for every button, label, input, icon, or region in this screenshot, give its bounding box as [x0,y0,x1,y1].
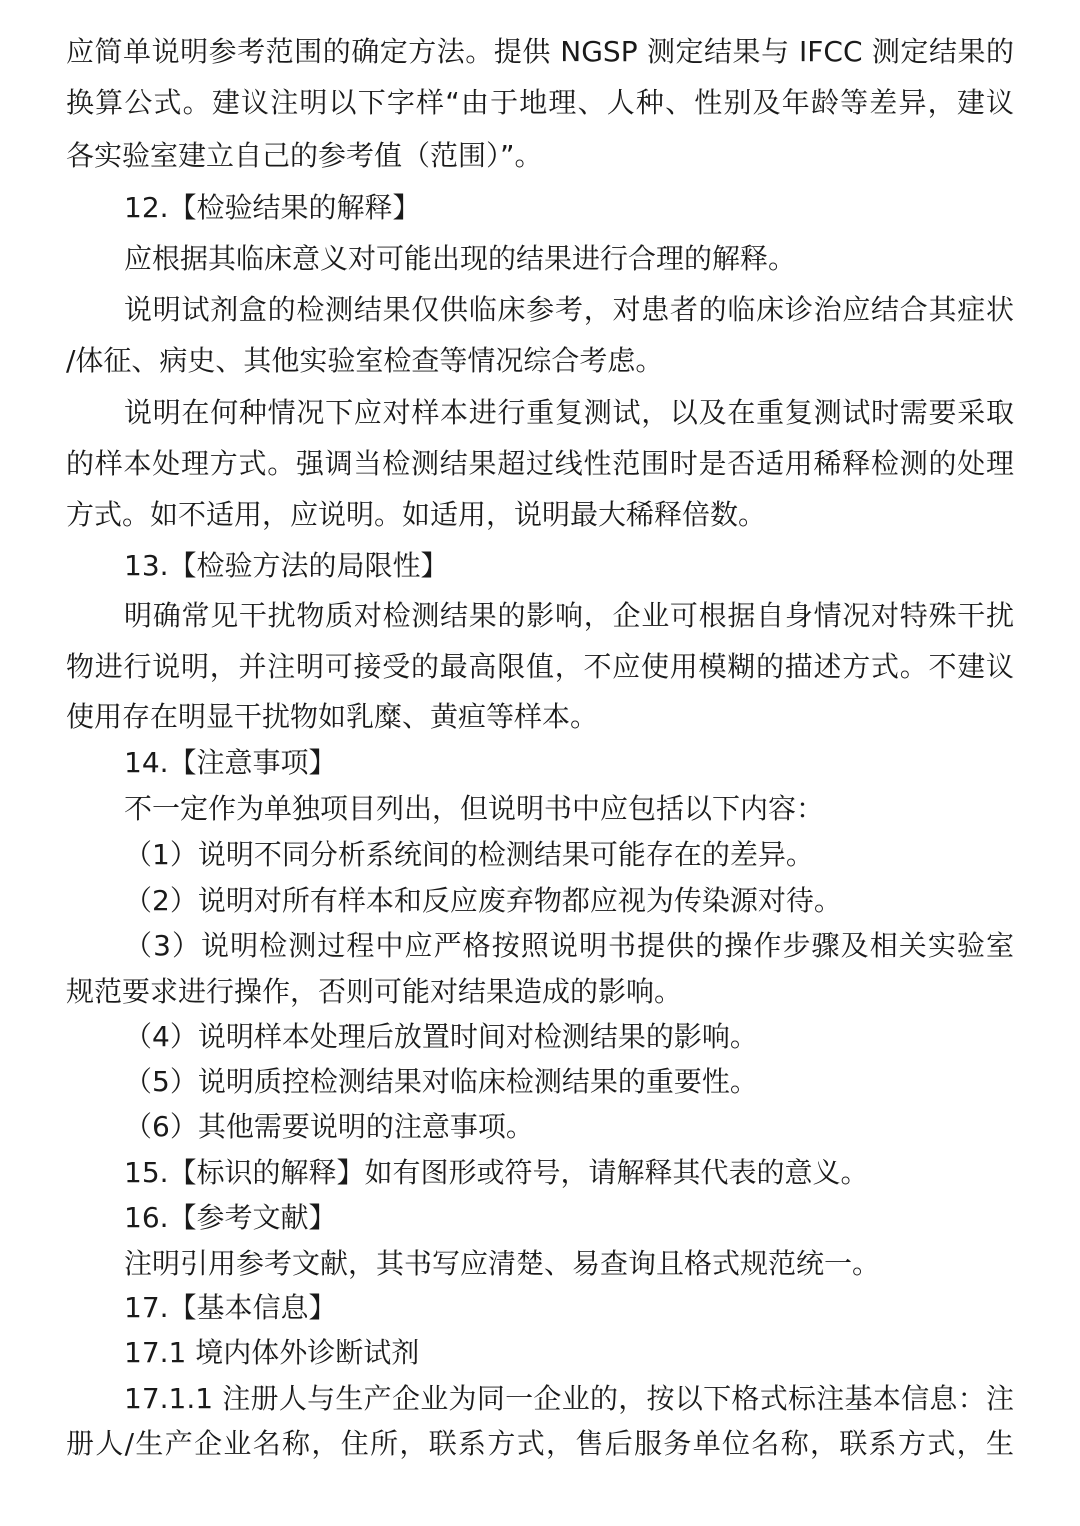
subsection-heading: 17.1 境内体外诊断试剂 [124,1336,420,1369]
section-heading: 12.【检验结果的解释】 [124,191,421,224]
text-line: 17.1.1 注册人与生产企业为同一企业的，按以下格式标注基本信息：注 [124,1382,1014,1415]
text-line: 不一定作为单独项目列出，但说明书中应包括以下内容： [124,792,825,825]
text-line: 注明引用参考文献，其书写应清楚、易查询且格式规范统一。 [124,1247,881,1280]
text-line: 应简单说明参考范围的确定方法。提供 NGSP 测定结果与 IFCC 测定结果的 [66,35,1014,68]
text-line: 册人/生产企业名称，住所，联系方式，售后服务单位名称，联系方式，生 [66,1427,1014,1460]
text-line: 规范要求进行操作，否则可能对结果造成的影响。 [66,975,683,1008]
section-heading: 17.【基本信息】 [124,1291,337,1324]
section-heading: 16.【参考文献】 [124,1201,337,1234]
text-line: 物进行说明，并注明可接受的最高限值，不应使用模糊的描述方式。不建议 [66,650,1014,683]
list-item: （1）说明不同分析系统间的检测结果可能存在的差异。 [124,838,814,871]
text-line: 说明在何种情况下应对样本进行重复测试，以及在重复测试时需要采取 [124,396,1014,429]
section-heading: 14.【注意事项】 [124,746,337,779]
section-heading: 13.【检验方法的局限性】 [124,549,449,582]
text-line: 的样本处理方式。强调当检测结果超过线性范围时是否适用稀释检测的处理 [66,447,1014,480]
text-line: 使用存在明显干扰物如乳糜、黄疸等样本。 [66,700,599,733]
list-item: （3）说明检测过程中应严格按照说明书提供的操作步骤及相关实验室 [124,929,1014,962]
text-line: 各实验室建立自己的参考值（范围）”。 [66,139,543,172]
text-line: /体征、病史、其他实验室检查等情况综合考虑。 [66,344,664,377]
list-item: （2）说明对所有样本和反应废弃物都应视为传染源对待。 [124,884,842,917]
text-line: 换算公式。建议注明以下字样“由于地理、人种、性别及年龄等差异，建议 [66,86,1014,119]
list-item: （5）说明质控检测结果对临床检测结果的重要性。 [124,1065,758,1098]
text-line: 应根据其临床意义对可能出现的结果进行合理的解释。 [124,242,797,275]
text-line: 明确常见干扰物质对检测结果的影响，企业可根据自身情况对特殊干扰 [124,599,1014,632]
text-line: 方式。如不适用，应说明。如适用，说明最大稀释倍数。 [66,498,767,531]
list-item: （6）其他需要说明的注意事项。 [124,1110,534,1143]
text-line: 说明试剂盒的检测结果仅供临床参考，对患者的临床诊治应结合其症状 [124,293,1014,326]
list-item: （4）说明样本处理后放置时间对检测结果的影响。 [124,1020,758,1053]
section-heading: 15.【标识的解释】如有图形或符号，请解释其代表的意义。 [124,1156,869,1189]
